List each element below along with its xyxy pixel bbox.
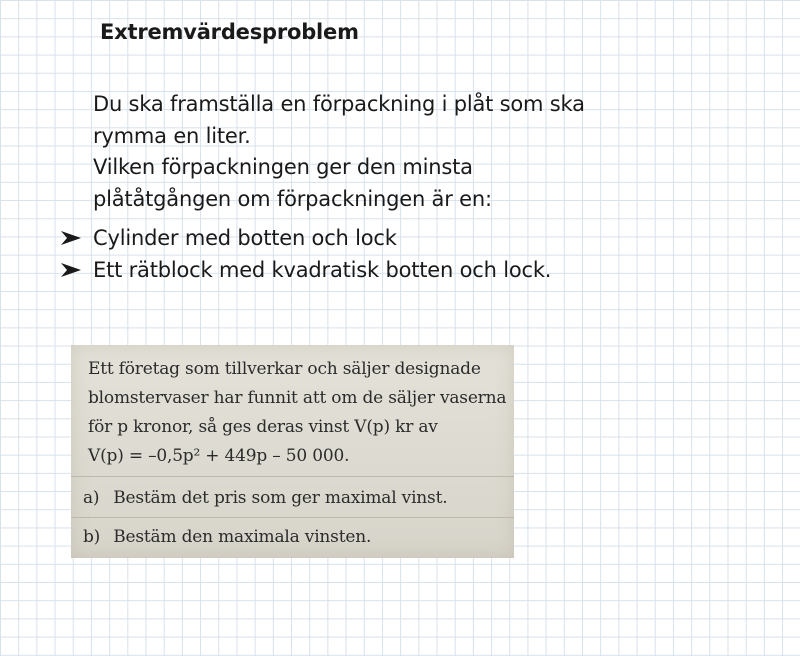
problem-formula: V(p) = –0,5p² + 449p – 50 000. [88, 446, 350, 466]
bullet-list [60, 222, 551, 286]
subtask-a [83, 488, 447, 508]
page-title: Extremvärdesproblem [100, 20, 359, 44]
bullet-item [60, 222, 551, 254]
intro-line: plåtåtgången om förpackningen är en: [93, 186, 492, 211]
subtask-label: a) [83, 488, 100, 508]
problem-line: för p kronor, så ges deras vinst V(p) kr av [88, 417, 438, 437]
problem-line: blomstervaser har funnit att om de säljer vaserna [88, 388, 507, 408]
problem-intro [93, 89, 653, 215]
bullet-text: Cylinder med botten och lock [93, 226, 397, 250]
intro-line: rymma en liter. [93, 123, 251, 148]
divider [71, 517, 514, 518]
subtask-label: b) [83, 527, 101, 547]
bullet-item [60, 254, 551, 286]
arrowhead-bullet-icon [60, 230, 93, 246]
textbook-problem-photo [71, 345, 514, 558]
subtask-text: Bestäm det pris som ger maximal vinst. [113, 488, 448, 508]
intro-line: Vilken förpackningen ger den minsta [93, 155, 473, 179]
arrowhead-bullet-icon [60, 262, 93, 278]
bullet-text: Ett rätblock med kvadratisk botten och lock. [93, 258, 552, 282]
intro-line: Du ska framställa en förpackning i plåt som ska [93, 92, 585, 116]
divider [71, 476, 514, 477]
problem-line: Ett företag som tillverkar och säljer designade [88, 359, 481, 379]
subtask-text: Bestäm den maximala vinsten. [113, 527, 372, 547]
subtask-b [83, 527, 371, 547]
